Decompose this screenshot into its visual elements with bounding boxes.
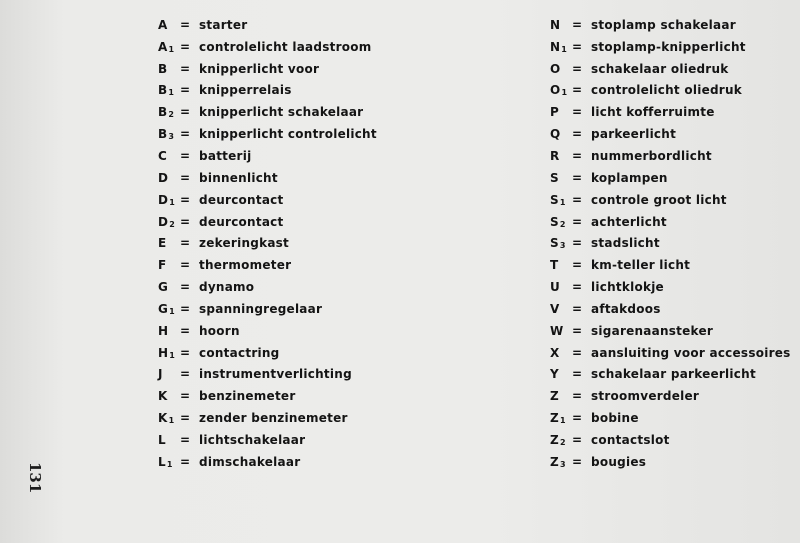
legend-description: controlelicht oliedruk — [591, 83, 742, 98]
legend-item — [550, 232, 795, 254]
legend-letter: W — [550, 323, 564, 338]
legend-letter: H — [158, 323, 169, 338]
legend-letter: S — [550, 170, 559, 185]
equals-sign: = — [572, 170, 583, 185]
legend-letter: Z — [550, 411, 559, 426]
legend-code — [158, 411, 180, 425]
legend-description: benzinemeter — [199, 389, 296, 404]
legend-description: aansluiting voor accessoires — [591, 345, 791, 360]
legend-description: zender benzinemeter — [199, 411, 348, 426]
equals-sign: = — [572, 258, 583, 273]
legend-description: spanningregelaar — [199, 301, 323, 316]
equals-sign: = — [572, 192, 583, 207]
equals-sign: = — [572, 236, 583, 251]
legend-letter: L — [158, 432, 166, 447]
equals-sign: = — [180, 192, 191, 207]
equals-sign: = — [572, 454, 583, 469]
equals-sign: = — [572, 323, 583, 338]
legend-subscript: 1 — [561, 44, 568, 54]
equals-sign: = — [180, 367, 191, 382]
legend-subscript: 1 — [561, 88, 568, 98]
legend-letter: X — [550, 345, 560, 360]
legend-code — [550, 367, 572, 381]
equals-sign: = — [572, 411, 583, 426]
legend-item — [158, 101, 458, 123]
legend-letter: F — [158, 258, 167, 273]
legend-subscript: 1 — [169, 306, 175, 316]
legend-subscript: 1 — [169, 197, 176, 207]
equals-sign: = — [572, 280, 583, 295]
legend-item — [550, 36, 795, 58]
legend-item — [158, 167, 458, 189]
legend-code — [158, 280, 180, 294]
legend-subscript: 1 — [559, 197, 566, 207]
legend-item — [158, 189, 458, 211]
legend-code — [550, 389, 572, 403]
equals-sign: = — [572, 367, 583, 382]
legend-letter: C — [158, 148, 168, 163]
legend-item — [550, 342, 795, 364]
legend-description: starter — [199, 17, 248, 32]
legend-item — [158, 14, 458, 36]
legend-item — [158, 407, 458, 429]
legend-letter: G — [158, 301, 169, 316]
legend-code — [550, 149, 572, 163]
legend-letter: S — [550, 214, 559, 229]
equals-sign: = — [180, 214, 191, 229]
legend-subscript: 2 — [168, 110, 175, 120]
legend-item — [158, 58, 458, 80]
legend-letter: H — [158, 345, 169, 360]
legend-description: achterlicht — [591, 214, 667, 229]
legend-code — [158, 389, 180, 403]
legend-code — [550, 215, 572, 229]
equals-sign: = — [572, 39, 583, 54]
legend-letter: B — [158, 127, 168, 142]
equals-sign: = — [180, 61, 191, 76]
legend-description: knipperlicht schakelaar — [199, 105, 364, 120]
legend-description: stoplamp schakelaar — [591, 17, 736, 32]
legend-description: dynamo — [199, 280, 255, 295]
legend-code — [158, 105, 180, 119]
legend-letter: K — [158, 389, 168, 404]
legend-subscript: 2 — [559, 437, 566, 447]
legend-code — [550, 171, 572, 185]
legend-item — [550, 14, 795, 36]
legend-description: stroomverdeler — [591, 389, 700, 404]
legend-item — [550, 189, 795, 211]
legend-item — [158, 385, 458, 407]
equals-sign: = — [180, 170, 191, 185]
equals-sign: = — [180, 39, 191, 54]
legend-description: instrumentverlichting — [199, 367, 352, 382]
legend-item — [158, 451, 458, 473]
equals-sign: = — [180, 432, 191, 447]
legend-item — [158, 232, 458, 254]
legend-subscript: 1 — [169, 350, 176, 360]
legend-subscript: 3 — [168, 132, 175, 142]
legend-code — [158, 149, 180, 163]
legend-letter: S — [550, 192, 559, 207]
legend-description: koplampen — [591, 170, 668, 185]
legend-left-column — [158, 14, 458, 473]
legend-item — [158, 364, 458, 386]
equals-sign: = — [180, 280, 191, 295]
legend-letter: V — [550, 301, 560, 316]
legend-letter: B — [158, 83, 168, 98]
legend-letter: B — [158, 61, 168, 76]
equals-sign: = — [180, 83, 191, 98]
legend-code — [550, 455, 572, 469]
legend-code — [158, 367, 180, 381]
legend-letter: D — [158, 214, 169, 229]
equals-sign: = — [180, 17, 191, 32]
legend-description: thermometer — [199, 258, 292, 273]
legend-item — [550, 385, 795, 407]
equals-sign: = — [572, 105, 583, 120]
legend-item — [158, 123, 458, 145]
legend-item — [550, 123, 795, 145]
equals-sign: = — [180, 127, 191, 142]
legend-letter: B — [158, 105, 168, 120]
equals-sign: = — [572, 301, 583, 316]
equals-sign: = — [180, 301, 191, 316]
legend-letter: A — [158, 39, 168, 54]
legend-code — [550, 324, 572, 338]
legend-item — [158, 298, 458, 320]
legend-code — [158, 258, 180, 272]
legend-letter: P — [550, 105, 560, 120]
legend-description: controlelicht laadstroom — [199, 39, 372, 54]
legend-description: stoplamp-knipperlicht — [591, 39, 746, 54]
legend-code — [550, 280, 572, 294]
equals-sign: = — [572, 148, 583, 163]
legend-description: contactslot — [591, 432, 670, 447]
legend-subscript: 3 — [559, 241, 566, 251]
equals-sign: = — [180, 345, 191, 360]
legend-description: nummerbordlicht — [591, 148, 712, 163]
legend-right-column — [550, 14, 795, 473]
legend-code — [158, 127, 180, 141]
legend-code — [550, 40, 572, 54]
legend-item — [158, 36, 458, 58]
legend-subscript: 2 — [559, 219, 566, 229]
legend-description: binnenlicht — [199, 170, 278, 185]
legend-item — [158, 80, 458, 102]
legend-code — [158, 236, 180, 250]
legend-code — [158, 40, 180, 54]
legend-code — [158, 433, 180, 447]
legend-description: deurcontact — [199, 214, 284, 229]
legend-code — [550, 62, 572, 76]
legend-description: sigarenaansteker — [591, 323, 714, 338]
equals-sign: = — [180, 105, 191, 120]
equals-sign: = — [180, 258, 191, 273]
legend-code — [158, 83, 180, 97]
legend-description: knipperlicht voor — [199, 61, 320, 76]
legend-item — [550, 320, 795, 342]
legend-code — [158, 324, 180, 338]
legend-letter: Z — [550, 389, 559, 404]
legend-code — [550, 105, 572, 119]
legend-letter: L — [158, 454, 166, 469]
legend-item — [158, 429, 458, 451]
legend-code — [158, 193, 180, 207]
legend-letter: N — [550, 17, 561, 32]
legend-description: deurcontact — [199, 192, 284, 207]
legend-subscript: 2 — [169, 219, 176, 229]
legend-description: parkeerlicht — [591, 127, 677, 142]
legend-description: bougies — [591, 454, 647, 469]
legend-letter: Z — [550, 454, 559, 469]
legend-code — [158, 171, 180, 185]
legend-description: km-teller licht — [591, 258, 691, 273]
legend-description: licht kofferruimte — [591, 105, 715, 120]
legend-letter: Q — [550, 127, 561, 142]
legend-subscript: 1 — [168, 416, 175, 426]
legend-code — [550, 258, 572, 272]
legend-code — [158, 302, 180, 316]
equals-sign: = — [572, 389, 583, 404]
legend-item — [550, 58, 795, 80]
legend-subscript: 1 — [166, 459, 173, 469]
legend-subscript: 1 — [168, 88, 175, 98]
legend-letter: D — [158, 170, 169, 185]
legend-description: dimschakelaar — [199, 454, 301, 469]
legend-description: schakelaar parkeerlicht — [591, 367, 756, 382]
legend-item — [158, 254, 458, 276]
legend-item — [550, 407, 795, 429]
legend-code — [550, 127, 572, 141]
legend-letter: K — [158, 411, 168, 426]
legend-code — [550, 193, 572, 207]
legend-description: zekeringkast — [199, 236, 290, 251]
legend-item — [550, 364, 795, 386]
legend-code — [158, 62, 180, 76]
legend-letter: S — [550, 236, 559, 251]
page-number: 131 — [26, 462, 44, 494]
legend-item — [158, 211, 458, 233]
equals-sign: = — [572, 127, 583, 142]
legend-item — [550, 211, 795, 233]
legend-item — [158, 145, 458, 167]
legend-code — [158, 455, 180, 469]
legend-description: contactring — [199, 345, 280, 360]
equals-sign: = — [180, 389, 191, 404]
legend-letter: Z — [550, 432, 559, 447]
legend-description: lichtklokje — [591, 280, 664, 295]
equals-sign: = — [180, 454, 191, 469]
legend-item — [550, 429, 795, 451]
legend-item — [550, 101, 795, 123]
legend-code — [550, 433, 572, 447]
legend-letter: A — [158, 17, 168, 32]
legend-description: lichtschakelaar — [199, 432, 306, 447]
legend-item — [550, 254, 795, 276]
legend-item — [550, 167, 795, 189]
legend-subscript: 1 — [168, 44, 175, 54]
equals-sign: = — [572, 214, 583, 229]
legend-item — [550, 276, 795, 298]
equals-sign: = — [572, 345, 583, 360]
legend-code — [550, 83, 572, 97]
legend-description: hoorn — [199, 323, 240, 338]
legend-item — [158, 276, 458, 298]
equals-sign: = — [572, 61, 583, 76]
legend-subscript: 1 — [559, 416, 566, 426]
legend-code — [550, 411, 572, 425]
legend-letter: O — [550, 83, 561, 98]
legend-description: schakelaar oliedruk — [591, 61, 729, 76]
legend-item — [550, 145, 795, 167]
legend-code — [550, 236, 572, 250]
legend-description: stadslicht — [591, 236, 660, 251]
equals-sign: = — [180, 148, 191, 163]
legend-code — [158, 215, 180, 229]
equals-sign: = — [180, 236, 191, 251]
equals-sign: = — [572, 83, 583, 98]
equals-sign: = — [180, 323, 191, 338]
legend-description: controle groot licht — [591, 192, 727, 207]
legend-letter: J — [158, 367, 163, 382]
legend-code — [550, 18, 572, 32]
equals-sign: = — [572, 17, 583, 32]
legend-letter: D — [158, 192, 169, 207]
legend-item — [158, 342, 458, 364]
legend-item — [550, 80, 795, 102]
legend-code — [158, 18, 180, 32]
legend-code — [550, 346, 572, 360]
legend-letter: T — [550, 258, 559, 273]
legend-description: knipperrelais — [199, 83, 292, 98]
legend-letter: O — [550, 61, 561, 76]
legend-description: knipperlicht controlelicht — [199, 127, 377, 142]
legend-description: aftakdoos — [591, 301, 661, 316]
legend-letter: G — [158, 280, 169, 295]
legend-letter: E — [158, 236, 167, 251]
legend-item — [158, 320, 458, 342]
legend-item — [550, 451, 795, 473]
equals-sign: = — [572, 432, 583, 447]
legend-code — [158, 346, 180, 360]
legend-description: bobine — [591, 411, 639, 426]
legend-letter: U — [550, 280, 560, 295]
legend-description: batterij — [199, 148, 252, 163]
legend-letter: R — [550, 148, 560, 163]
legend-letter: N — [550, 39, 561, 54]
legend-letter: Y — [550, 367, 559, 382]
legend-item — [550, 298, 795, 320]
legend-subscript: 3 — [559, 459, 566, 469]
equals-sign: = — [180, 411, 191, 426]
legend-code — [550, 302, 572, 316]
